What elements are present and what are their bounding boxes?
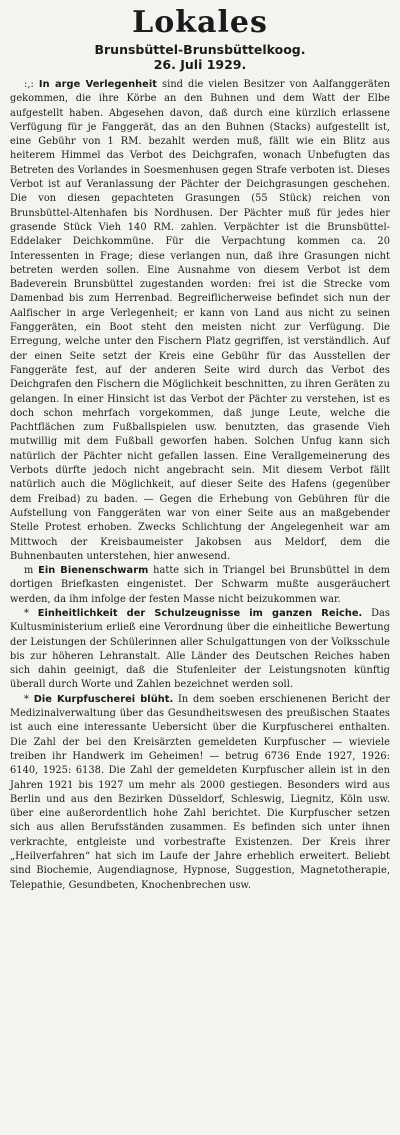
article-prefix: :,:: [24, 79, 39, 90]
place-line: Brunsbüttel-Brunsbüttelkoog.: [94, 42, 306, 57]
article-kurpfuscherei: [10, 693, 390, 893]
article-body: In dem soeben erschienenen Bericht der Medizinalverwaltung über das Gesundheitswesen des preußischen Staates ist auch eine interessante Uebersicht über die Kurpfuscherei enthalten. Die Zahl der bei den Kreisärzten gemeldeten Kurpfuscher — wieviele treiben ihr Handwerk im Geheimen! — betrug 6736 Ende 1927, 1926: 6140, 1925: 6138. Die Zahl der gemeldeten Kurpfuscher allein ist in den Jahren 1921 bis 1927 um mehr als 2000 gestiegen. Besonders wird aus Berlin und aus den Bezirken Düsseldorf, Schleswig, Liegnitz, Köln usw. über eine außerordentlich hohe Zahl berichtet. Die Kurpfuscher setzen sich aus allen Berufsständen zusammen. Es befinden sich unter ihnen verkrachte, entgleiste und vorbestrafte Existenzen. Der Kreis ihrer „Heilverfahren“ hat sich im Laufe der Jahre erheblich erweitert. Beliebt sind Biochemie, Augendiagnose, Hypnose, Suggestion, Magnetotherapie, Telepathie, Gesundbeten, Knochenbrechen usw.: [10, 693, 390, 891]
article-lead: Ein Bienenschwarm: [38, 565, 149, 577]
date-line: 26. Juli 1929.: [153, 57, 247, 72]
article-schulzeugnisse: [10, 607, 390, 693]
article-lead: In arge Verlegenheit: [38, 79, 158, 90]
article-lead: Die Kurpfuscherei blüht.: [33, 693, 174, 705]
article-prefix: m: [24, 565, 39, 577]
article-body: sind die vielen Besitzer von Aalfanggeräten gekommen, die ihre Körbe an den Buhnen und dem Watt der Elbe aufgestellt haben. Abgesehen davon, daß durch eine kürzlich erlassene Verfügung für je Fanggerät, das an den Buhnen (Stacks) aufgestellt ist, eine Gebühr von 1 RM. bezahlt werden muß, fällt wie ein Blitz aus heiterem Himmel das Verbot des Deichgrafen, wonach Unbefugten das Betreten des Vorlandes in Soesmenhusen gegen Strafe verboten ist. Dieses Verbot ist auf Veranlassung der Pächter der Deichgrasungen geschehen. Die von diesen gepachteten Grasungen (55 Stück) reichen von Brunsbüttel-Altenhafen bis Nordhusen. Der Pächter muß für jedes hier grasende Stück Vieh 140 RM. zahlen. Verpächter ist die Brunsbüttel-Eddelaker Deichkommüne. Für die Verpachtung kommen ca. 20 Interessenten in Frage; diese verlangen nun, daß ihre Grasungen nicht betreten werden sollen. Eine Ausnahme von diesem Verbot ist dem Badeverein Brunsbüttel zugestanden worden: frei ist die Strecke vom Damenbad bis zum Herrenbad. Begreiflicherweise befindet sich nun der Aalfischer in arge Verlegenheit; er kann von Land aus nicht zu seinen Fanggeräten, ein Boot steht den meisten nicht zur Verfügung. Die Erregung, welche unter den Fischern Platz gegriffen, ist verständlich. Auf der einen Seite setzt der Kreis eine Gebühr für das Ausstellen der Fanggeräte fest, auf der anderen Seite wird durch das Verbot des Deichgrafen den Fischern die Möglichkeit beschnitten, zu ihren Geräten zu gelangen. In einer Hinsicht ist das Verbot der Pächter zu verstehen, ist es doch schon mehrfach vorgekommen, daß junge Leute, welche die Pachtflächen zum Fußballspielen usw. benutzten, das grasende Vieh mutwillig mit dem Fußball geworfen haben. Solchen Unfug kann sich natürlich der Pächter nicht gefallen lassen. Eine Verallgemeinerung des Verbots dürfte jedoch nicht angebracht sein. Mit diesem Verbot fällt natürlich auch die Möglichkeit, auf dieser Seite des Hafens (gegenüber dem Freibad) zu baden. — Gegen die Erhebung von Gebühren für die Aufstellung von Fanggeräten war von einer Seite aus an maßgebender Stelle Protest erhoben. Zwecks Schlichtung der Angelegenheit war am Mittwoch der Kreisbaumeister Jakobsen aus Meldorf, dem die Buhnenbauten unterstehen, hier anwesend.: [10, 79, 391, 562]
article-aalfischer: [10, 78, 390, 564]
article-prefix: *: [24, 607, 38, 619]
article-prefix: *: [24, 693, 34, 705]
section-title: Lokales: [132, 5, 268, 40]
article-body: hatte sich in Triangel bei Brunsbüttel in dem dortigen Briefkasten eingenistet. Der Schwarm mußte ausgeräuchert werden, da ihm infolge der festen Masse nicht beizukommen war.: [10, 565, 391, 605]
article-bienenschwarm: [10, 564, 390, 607]
article-body: Das Kultusministerium erließ eine Verordnung über die einheitliche Bewertung der Leistungen der Schülerinnen aller Schulgattungen von der Volksschule bis zur höheren Lehranstalt. Alle Länder des Deutschen Reiches haben sich dahin geeinigt, daß die Stufenleiter der Leistungsnoten künftig überall durch Worte und Zahlen bezeichnet werden soll.: [10, 607, 390, 691]
article-lead: Einheitlichkeit der Schulzeugnisse im ganzen Reiche.: [37, 607, 363, 619]
